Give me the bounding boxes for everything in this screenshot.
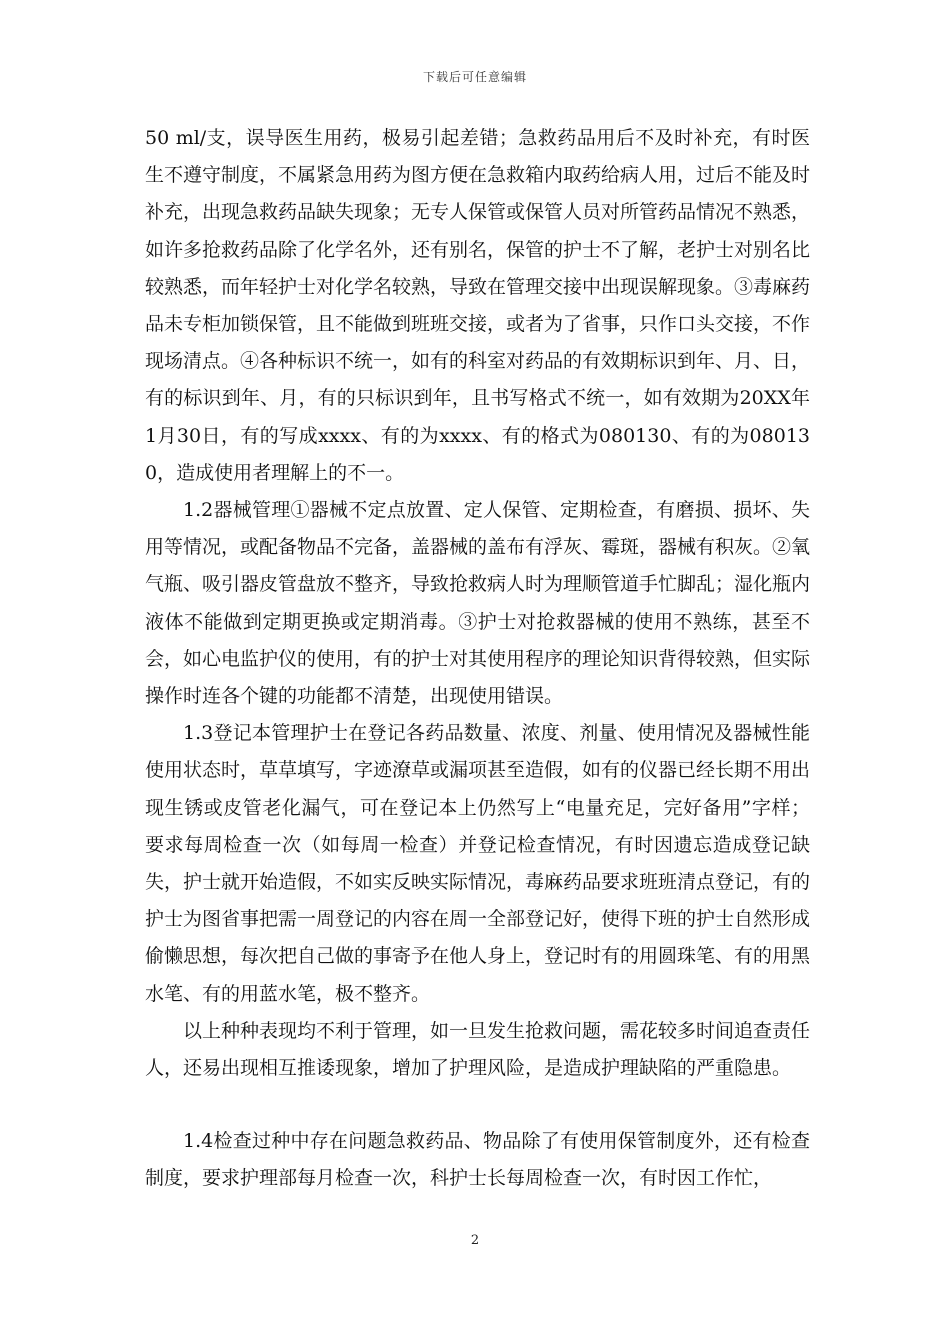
page-number: 2 xyxy=(470,1233,480,1248)
document-body xyxy=(145,120,810,1198)
paragraph-summary: 以上种种表现均不利于管理，如一旦发生抢救问题，需花较多时间追查责任人，还易出现相互推诿现象，增加了护理风险，是造成护理缺陷的严重隐患。 xyxy=(145,1019,811,1080)
paragraph-instrument-management: 1.2器械管理①器械不定点放置、定人保管、定期检查，有磨损、损坏、失用等情况，或配备物品不完备，盖器械的盖布有浮灰、霉斑，器械有积灰。②氧气瓶、吸引器皮管盘放不整齐，导致抢救病人时为理顺管道手忙脚乱；湿化瓶内液体不能做到定期更换或定期消毒。③护士对抢救器械的使用不熟练，甚至不会，如心电监护仪的使用，有的护士对其使用程序的理论知识背得较熟，但实际操作时连各个键的功能都不清楚，出现使用错误。 xyxy=(145,499,811,708)
page-header: 下载后可任意编辑 xyxy=(422,70,527,84)
paragraph-drug-management-continued: 50 ml/支，误导医生用药，极易引起差错；急救药品用后不及时补充，有时医生不遵守制度，不属紧急用药为图方便在急救箱内取药给病人用，过后不能及时补充，出现急救药品缺失现象；无专人保管或保管人员对所管药品情况不熟悉，如许多抢救药品除了化学名外，还有别名，保管的护士不了解，老护士对别名比较熟悉，而年轻护士对化学名较熟，导致在管理交接中出现误解现象。③毒麻药品未专柜加锁保管，且不能做到班班交接，或者为了省事，只作口头交接，不作现场清点。④各种标识不统一，如有的科室对药品的有效期标识到年、月、日，有的标识到年、月，有的只标识到年，且书写格式不统一，如有效期为20XX年1月30日，有的写成xxxx、有的为xxxx、有的格式为080130、有的为080130，造成使用者理解上的不一。 xyxy=(145,127,811,484)
paragraph-inspection-issues: 1.4检查过种中存在问题急救药品、物品除了有使用保管制度外，还有检查制度，要求护理部每月检查一次，科护士长每周检查一次，有时因工作忙， xyxy=(145,1130,810,1190)
paragraph-register-management: 1.3登记本管理护士在登记各药品数量、浓度、剂量、使用情况及器械性能使用状态时，草草填写，字迹潦草或漏项甚至造假，如有的仪器已经长期不用出现生锈或皮管老化漏气，可在登记本上仍然写上“电量充足，完好备用”字样；要求每周检查一次（如每周一检查）并登记检查情况，有时因遗忘造成登记缺失，护士就开始造假，不如实反映实际情况，毒麻药品要求班班清点登记，有的护士为图省事把需一周登记的内容在周一全部登记好，使得下班的护士自然形成偷懒思想，每次把自己做的事寄予在他人身上，登记时有的用圆珠笔、有的用黑水笔、有的用蓝水笔，极不整齐。 xyxy=(145,722,811,1005)
